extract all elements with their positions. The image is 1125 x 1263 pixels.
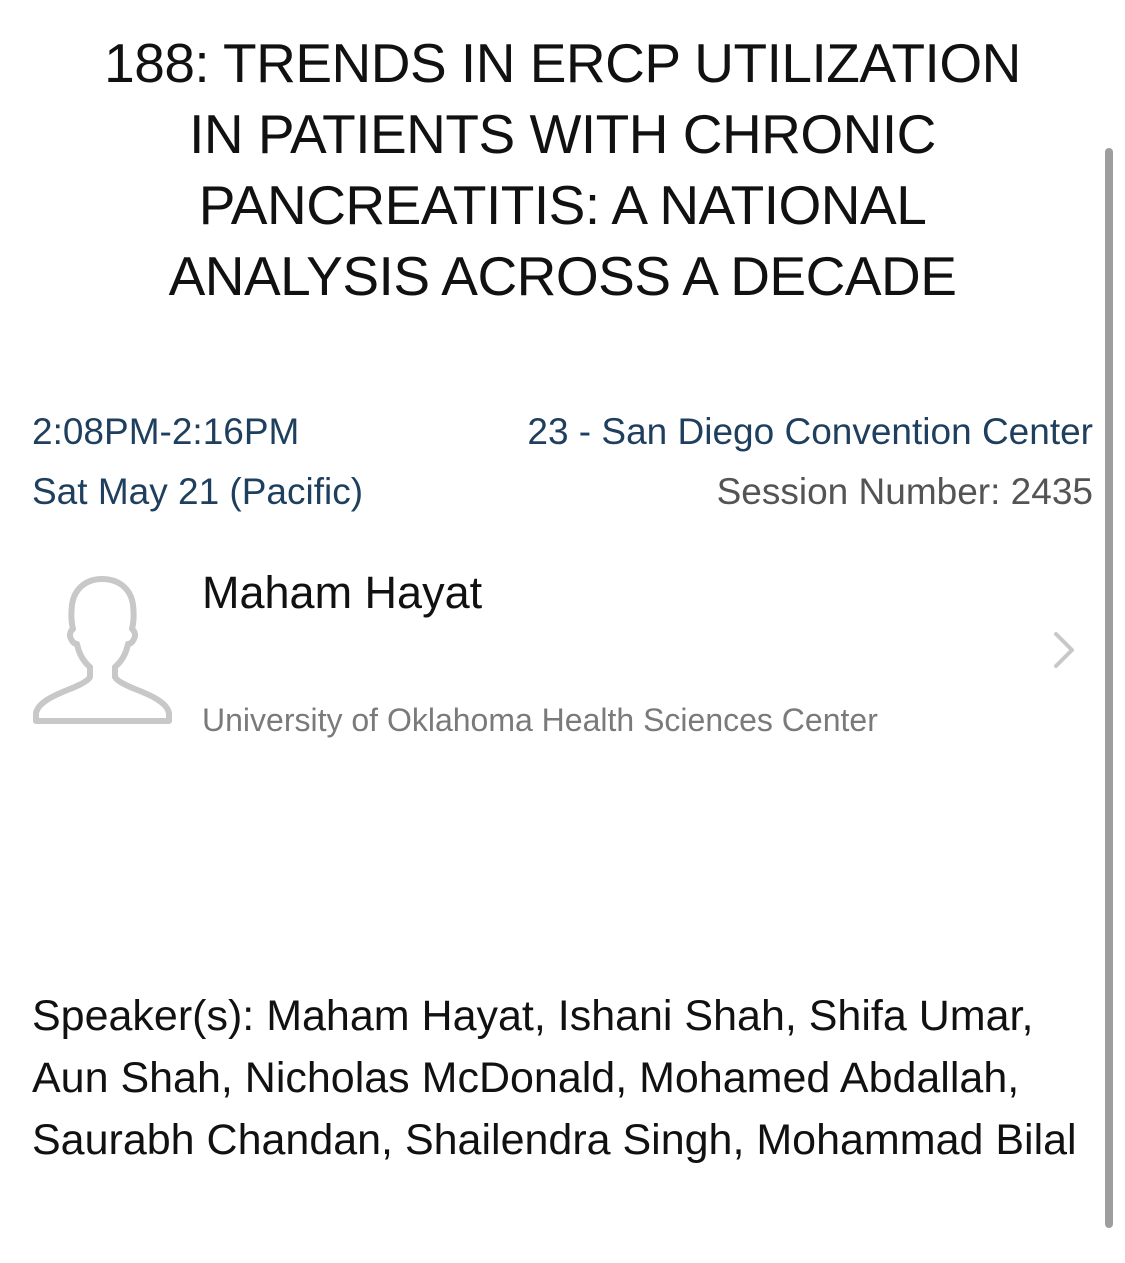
page-title [40, 28, 1085, 312]
speakers-list: Speaker(s): Maham Hayat, Ishani Shah, Shifa Umar, Aun Shah, Nicholas McDonald, Mohamed Abdallah, Saurabh Chandan, Shailendra Singh, Mohammad Bilal [32, 992, 1077, 1164]
title-line-4: ANALYSIS ACROSS A DECADE [168, 245, 957, 307]
session-location-block [527, 402, 1093, 522]
scrollbar[interactable] [1105, 148, 1113, 1228]
session-time-block [32, 402, 363, 522]
person-silhouette-icon [30, 573, 175, 728]
chevron-right-icon[interactable] [1050, 630, 1078, 670]
session-room: 23 - San Diego Convention Center [527, 411, 1093, 452]
author-affiliation: University of Oklahoma Health Sciences Center [202, 702, 878, 738]
author-name[interactable]: Maham Hayat [202, 567, 483, 618]
title-line-1: 188: TRENDS IN ERCP UTILIZATION [104, 32, 1021, 94]
session-number: Session Number: 2435 [716, 471, 1093, 512]
session-time: 2:08PM-2:16PM [32, 411, 300, 452]
title-line-3: PANCREATITIS: A NATIONAL [198, 174, 927, 236]
session-date: Sat May 21 (Pacific) [32, 471, 364, 512]
author-card[interactable] [0, 555, 1100, 755]
title-line-2: IN PATIENTS WITH CHRONIC [189, 103, 936, 165]
